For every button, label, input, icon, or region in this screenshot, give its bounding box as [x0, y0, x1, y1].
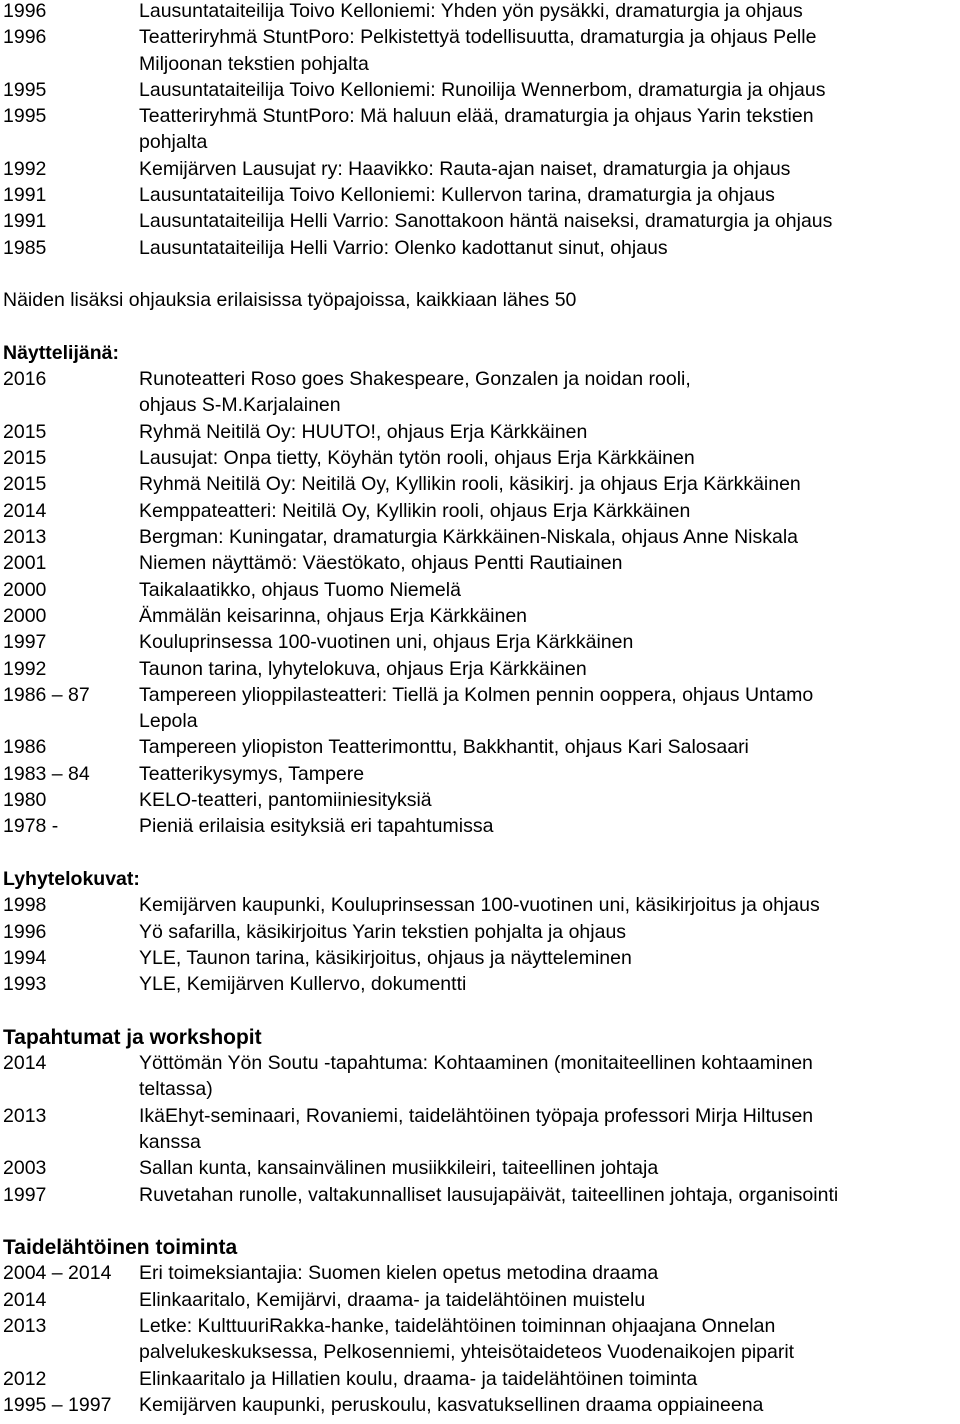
entry-text-line: Lausuntataiteilija Toivo Kelloniemi: Yhden yön pysäkki, dramaturgia ja ohjaus [139, 0, 803, 22]
entry-text-line: Ämmälän keisarinna, ohjaus Erja Kärkkäinen [139, 604, 528, 627]
entry-text-line: Yö safarilla, käsikirjoitus Yarin tekstien pohjalta ja ohjaus [139, 920, 627, 943]
entry-text-line: kanssa [139, 1130, 201, 1153]
entry-year: 2014 [3, 1052, 47, 1074]
entry-year: 1986 [3, 736, 47, 759]
entry-year: 2001 [3, 552, 47, 575]
entry-year: 2014 [3, 1288, 47, 1311]
entry-year: 2013 [3, 1104, 47, 1127]
entry-year: 2000 [3, 604, 47, 627]
entry-year: 1985 [3, 236, 47, 259]
entry-text-line: Teatteriryhmä StuntPoro: Pelkistettyä todellisuutta, dramaturgia ja ohjaus Pelle [139, 26, 817, 49]
entry-year: 2013 [3, 526, 47, 548]
entry-year: 1992 [3, 157, 47, 180]
entry-year: 1996 [3, 0, 47, 22]
entry-text-line: Kemijärven Lausujat ry: Haavikko: Rauta-ajan naiset, dramaturgia ja ohjaus [139, 157, 791, 180]
entry-text-line: Lausuntataiteilija Helli Varrio: Sanottakoon häntä naiseksi, dramaturgia ja ohjaus [139, 210, 833, 233]
entry-year: 1995 [3, 78, 47, 101]
entry-text-line: teltassa) [139, 1078, 213, 1101]
entry-text-line: Taikalaatikko, ohjaus Tuomo Niemelä [139, 578, 461, 601]
entry-year: 2012 [3, 1367, 47, 1390]
entry-year: 2003 [3, 1157, 47, 1180]
entry-text-line: Kouluprinsessa 100-vuotinen uni, ohjaus Erja Kärkkäinen [139, 631, 634, 654]
entry-year: 1995 [3, 105, 47, 128]
entry-text-line: Sallan kunta, kansainvälinen musiikkileiri, taiteellinen johtaja [139, 1157, 659, 1180]
entry-text-line: Teatterikysymys, Tampere [139, 762, 365, 785]
section-heading: Lyhytelokuvat: [3, 867, 140, 890]
entry-text-line: Miljoonan tekstien pohjalta [139, 52, 369, 75]
section-heading: Tapahtumat ja workshopit [3, 1025, 262, 1049]
entry-year: 1996 [3, 26, 47, 49]
entry-year: 2014 [3, 499, 47, 522]
entry-text-line: YLE, Taunon tarina, käsikirjoitus, ohjaus ja näytteleminen [139, 946, 632, 969]
entry-year: 2015 [3, 473, 47, 496]
entry-text-line: Elinkaaritalo ja Hillatien koulu, draama- ja taidelähtöinen toiminta [139, 1367, 698, 1390]
entry-year: 1995 – 1997 [3, 1393, 112, 1416]
entry-year: 1998 [3, 894, 47, 917]
entry-text-line: Lausuntataiteilija Helli Varrio: Olenko kadottanut sinut, ohjaus [139, 236, 668, 259]
entry-text-line: IkäEhyt-seminaari, Rovaniemi, taidelähtöinen työpaja professori Mirja Hiltusen [139, 1104, 814, 1127]
entry-year: 1994 [3, 946, 47, 969]
entry-year: 1993 [3, 973, 47, 996]
entry-year: 2013 [3, 1315, 47, 1337]
entry-year: 1997 [3, 1183, 47, 1206]
entry-text-line: Pieniä erilaisia esityksiä eri tapahtumissa [139, 815, 494, 838]
entry-text-line: Yöttömän Yön Soutu -tapahtuma: Kohtaaminen (monitaiteellinen kohtaaminen [139, 1052, 813, 1074]
entry-text-line: Lausujat: Onpa tietty, Köyhän tytön rooli, ohjaus Erja Kärkkäinen [139, 447, 695, 470]
entry-year: 1991 [3, 184, 47, 207]
entry-text-line: pohjalta [139, 131, 208, 154]
entry-text-line: Niemen näyttämö: Väestökato, ohjaus Pentti Rautiainen [139, 552, 623, 575]
entry-year: 1997 [3, 631, 47, 654]
entry-year: 2015 [3, 420, 47, 443]
entry-text-line: Kemijärven kaupunki, peruskoulu, kasvatuksellinen draama oppiaineena [139, 1393, 764, 1416]
entry-text-line: YLE, Kemijärven Kullervo, dokumentti [139, 973, 467, 996]
entry-text-line: Ryhmä Neitilä Oy: HUUTO!, ohjaus Erja Kärkkäinen [139, 420, 588, 443]
entry-text-line: Eri toimeksiantajia: Suomen kielen opetus metodina draama [139, 1262, 659, 1285]
entry-text-line: Lausuntataiteilija Toivo Kelloniemi: Kullervon tarina, dramaturgia ja ohjaus [139, 184, 775, 207]
entry-year: 2015 [3, 447, 47, 470]
entry-text-line: Ryhmä Neitilä Oy: Neitilä Oy, Kyllikin rooli, käsikirj. ja ohjaus Erja Kärkkäinen [139, 473, 801, 496]
entry-text-line: Runoteatteri Roso goes Shakespeare, Gonzalen ja noidan rooli, [139, 368, 691, 391]
entry-year: 1986 – 87 [3, 683, 90, 706]
entry-text-line: Letke: KulttuuriRakka-hanke, taidelähtöinen toiminnan ohjaajana Onnelan [139, 1315, 776, 1337]
entry-text-line: Ruvetahan runolle, valtakunnalliset lausujapäivät, taiteellinen johtaja, organisointi [139, 1183, 839, 1206]
entry-text-line: Bergman: Kuningatar, dramaturgia Kärkkäinen-Niskala, ohjaus Anne Niskala [139, 526, 799, 548]
entry-year: 1978 - [3, 815, 59, 838]
entry-year: 1983 – 84 [3, 762, 90, 785]
section-heading: Näyttelijänä: [3, 341, 119, 364]
entry-text-line: ohjaus S-M.Karjalainen [139, 394, 341, 417]
entry-year: 2016 [3, 368, 47, 391]
entry-text-line: Kemijärven kaupunki, Kouluprinsessan 100-vuotinen uni, käsikirjoitus ja ohjaus [139, 894, 820, 917]
entry-text-line: Tampereen yliopiston Teatterimonttu, Bakkhantit, ohjaus Kari Salosaari [139, 736, 749, 759]
entry-text-line: Lepola [139, 710, 198, 733]
entry-year: 1992 [3, 657, 47, 680]
entry-text-line: Lausuntataiteilija Toivo Kelloniemi: Runoilija Wennerbom, dramaturgia ja ohjaus [139, 78, 826, 101]
summary-note: Näiden lisäksi ohjauksia erilaisissa työpajoissa, kaikkiaan lähes 50 [3, 289, 577, 312]
entry-text-line: Tampereen ylioppilasteatteri: Tiellä ja Kolmen pennin ooppera, ohjaus Untamo [139, 683, 814, 706]
entry-year: 1980 [3, 789, 47, 811]
entry-text-line: Elinkaaritalo, Kemijärvi, draama- ja taidelähtöinen muistelu [139, 1288, 646, 1311]
entry-text-line: Taunon tarina, lyhytelokuva, ohjaus Erja Kärkkäinen [139, 657, 587, 680]
entry-year: 1996 [3, 920, 47, 943]
entry-year: 2004 – 2014 [3, 1262, 112, 1285]
entry-year: 2000 [3, 578, 47, 601]
entry-text-line: KELO-teatteri, pantomiiniesityksiä [139, 789, 432, 811]
entry-text-line: Kemppateatteri: Neitilä Oy, Kyllikin rooli, ohjaus Erja Kärkkäinen [139, 499, 691, 522]
entry-year: 1991 [3, 210, 47, 233]
entry-text-line: Teatteriryhmä StuntPoro: Mä haluun elää, dramaturgia ja ohjaus Yarin tekstien [139, 105, 814, 128]
section-heading: Taidelähtöinen toiminta [3, 1236, 238, 1260]
entry-text-line: palvelukeskuksessa, Pelkosenniemi, yhteisötaideteos Vuodenaikojen piparit [139, 1341, 795, 1364]
